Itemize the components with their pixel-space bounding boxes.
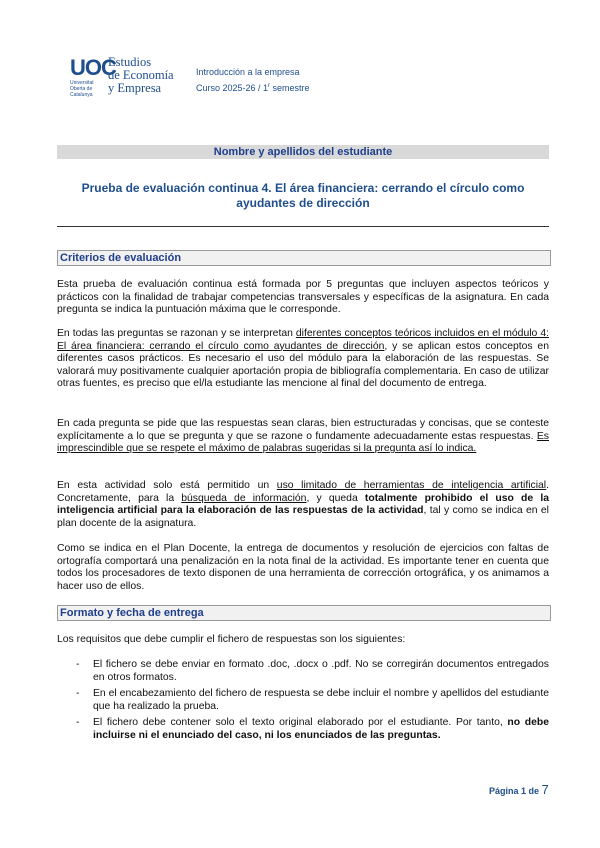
page-total: 7 bbox=[541, 782, 549, 797]
paragraph-answers bbox=[57, 418, 549, 456]
faculty-name-line: Estudios bbox=[108, 55, 152, 69]
course-suffix: semestre bbox=[270, 83, 310, 93]
student-name-bar: Nombre y apellidos del estudiante bbox=[57, 145, 549, 159]
underlined-text: Es imprescindible que se respete el máximo de palabras sugeridas si la pregunta así lo indica. bbox=[57, 430, 549, 455]
text: , y se aplican estos conceptos en diferentes casos prácticos. Es necesario el uso del módulo para la elaboración de las respuestas. Se valorará muy positivamente cualquier aportación propia de bibliografía complementaria. En caso de utilizar otras fuentes, es preciso que el/la estudiante las mencione al final del documento de entrega. bbox=[57, 340, 549, 390]
text: En esta actividad solo está permitido un bbox=[57, 480, 277, 491]
list-item-content bbox=[93, 717, 549, 742]
bold-text: totalmente prohibido el uso de la inteligencia artificial para la elaboración de las respuestas de la actividad bbox=[57, 492, 549, 517]
paragraph-ai-usage bbox=[57, 480, 549, 530]
text: En todas las preguntas se razonan y se interpretan bbox=[57, 328, 296, 339]
course-prefix: Curso 2025-26 / 1 bbox=[196, 83, 269, 93]
text: En cada pregunta se pide que las respuestas sean claras, bien estructuradas y concisas, que se conteste explícitamente a lo que se pregunta y que se razone o fundamente adecuadamente estas respuestas. bbox=[57, 418, 549, 442]
text: , y queda bbox=[306, 492, 365, 504]
paragraph-intro: Esta prueba de evaluación continua está formada por 5 preguntas que incluyen aspectos teóricos y prácticos con la finalidad de trabajar competencias transversales y específicas de la asignatura. En cada pregunta se indica la puntuación máxima que le corresponde. bbox=[57, 279, 549, 316]
faculty-name bbox=[108, 56, 174, 95]
page-label: Página 1 de bbox=[489, 786, 542, 796]
faculty-name-line: de Economía bbox=[108, 68, 174, 82]
text: . Concretamente, para la bbox=[57, 480, 550, 504]
bold-text: no debe incluirse ni el enunciado del caso, ni los enunciados de las preguntas. bbox=[93, 717, 549, 741]
paragraph-requirements: Los requisitos que debe cumplir el fichero de respuestas son los siguientes: bbox=[57, 634, 406, 645]
page-number bbox=[489, 782, 549, 797]
paragraph-concepts bbox=[57, 328, 549, 391]
document-title: Prueba de evaluación continua 4. El área financiera: cerrando el círculo como ayudantes de dirección bbox=[81, 181, 525, 210]
bullet-marker: - bbox=[76, 688, 80, 699]
uoc-logo-subtitle: Universitat Oberta de Catalunya bbox=[70, 80, 94, 98]
section-criteria-heading: Criterios de evaluación bbox=[57, 250, 551, 266]
title-divider bbox=[57, 226, 549, 227]
list-item-format: El fichero se debe enviar en formato .doc, .docx o .pdf. No se corregirán documentos entregados en otros formatos. bbox=[93, 659, 549, 683]
underlined-text: uso limitado de herramientas de inteligencia artificial bbox=[276, 480, 547, 491]
underlined-text: diferentes conceptos teóricos incluidos en el módulo 4: El área financiera: cerrando el círculo como ayudantes de dirección bbox=[57, 328, 549, 352]
subject-name: Introducción a la empresa bbox=[196, 67, 300, 77]
course-sup: r bbox=[268, 83, 271, 89]
underlined-text: búsqueda de información bbox=[181, 492, 307, 504]
list-item-header: En el encabezamiento del fichero de respuesta se debe incluir el nombre y apellidos del estudiante que ha realizado la prueba. bbox=[93, 688, 549, 712]
uoc-logo-mark: UOC bbox=[70, 55, 116, 80]
text: El fichero debe contener solo el texto original elaborado por el estudiante. Por tanto, bbox=[93, 717, 508, 728]
bullet-marker: - bbox=[76, 717, 80, 728]
course-term bbox=[196, 79, 310, 95]
section-format-heading: Formato y fecha de entrega bbox=[57, 605, 551, 621]
paragraph-spelling: Como se indica en el Plan Docente, la entrega de documentos y resolución de ejercicios con faltas de ortografía comportará una penalización en la nota final de la actividad. Es importante tener en cuenta que todos los procesadores de texto disponen de una herramienta de corrección ortográfica, y os animamos a hacer uso de ellos. bbox=[57, 543, 549, 592]
bullet-marker: - bbox=[76, 659, 80, 670]
header-course-info bbox=[196, 65, 310, 95]
faculty-name-line: y Empresa bbox=[108, 81, 162, 95]
text: , tal y como se indica en el plan docente de la asignatura. bbox=[57, 505, 549, 529]
